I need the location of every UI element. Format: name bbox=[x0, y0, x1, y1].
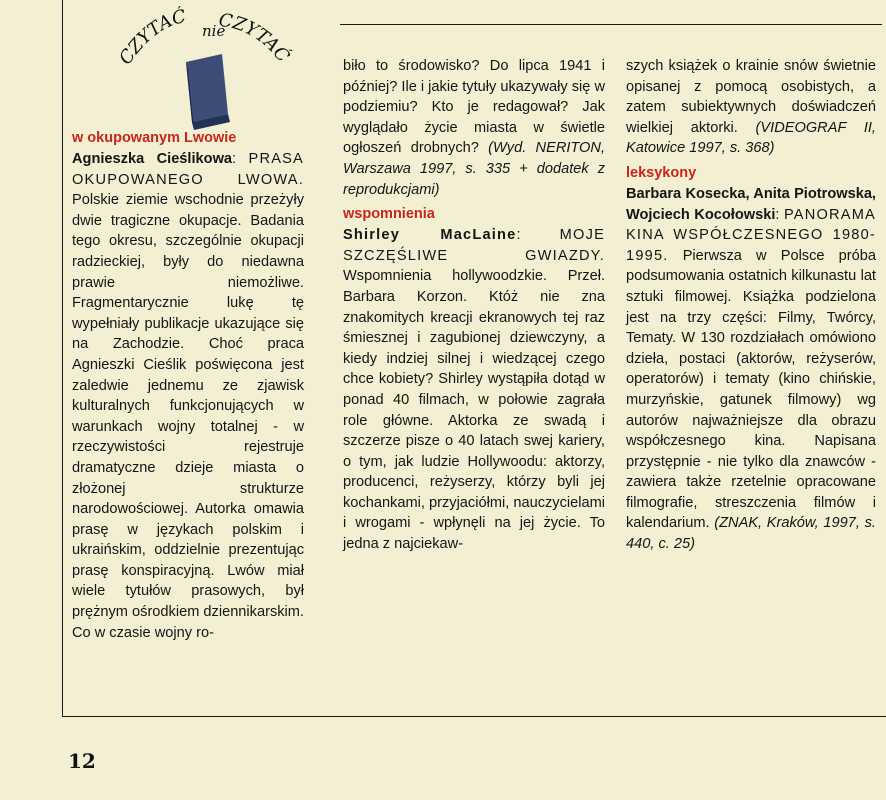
review-body: Polskie ziemie wschodnie przeżyły dwie tragiczne okupacje. Badania tego okresu, szczególnie okupacji radzieckiej, były do niedawna prawie niemożliwe. Fragmentarycznie lukę tę wypełniały publikacje ukazujące się na Zachodzie. Choć praca Agnieszki Cieślik poświęcona jest zaledwie jednemu ze zjawisk kulturalnych funkcjonujących w warunkach wojny totalnej - w rzeczywistości rejestruje dramatyczne dzieje miasta o złożonej strukturze narodowościowej. Autorka omawia prasę w językach polskim i ukraińskim, oddzielnie prezentując prasę konspiracyjną. Lwów miał wiele tytułów prasowych, był prężnym ośrodkiem dziennikarskim. Co w czasie wojny ro- bbox=[72, 192, 304, 641]
review-author: Barbara Kosecka, Anita Piotrowska, Wojciech Kocołowski bbox=[626, 185, 876, 223]
frame-bottom-line bbox=[62, 716, 886, 717]
review-entry: Shirley MacLaine: MOJE SZCZĘŚLIWE GWIAZDY. Wspomnienia hollywoodzkie. Przeł. Barbara Korzon. Któż nie zna znakomitych kreacji ekranowych tej raz śmiesznej i zagubionej dziewczyny, a kiedy indziej silnej i wiedzącej czego chce kobiety? Shirley wystąpiła dotąd w ponad 40 filmach, w połowie zagrała role główne. Aktorka ze swadą i szczerze pisze o 40 latach swej kariery, o tym, jak ludzie Hollywoodu: aktorzy, producenci, reżyserzy, którzy byli jej kochankami, przyjaciółmi, nauczycielami i wrogami - wpłynęli na jej życie. To jedna z najciekaw- bbox=[343, 227, 606, 553]
logo-text-mid: nie bbox=[202, 22, 226, 40]
review-author: Agnieszka Cieślikowa bbox=[72, 151, 233, 167]
category-label: w okupowanym Lwowie bbox=[72, 130, 237, 146]
review-body: Wspomnienia hollywoodzkie. Przeł. Barbara Korzon. Któż nie zna znakomitych kreacji ekranowych tej raz śmiesznej i zagubionej dziewczyny, a kiedy indziej silnej i wiedzącej czego chce kobiety? Shirley wystąpiła dotąd w ponad 40 filmach, w połowie zagrała role główne. Aktorka ze swadą i szczerze pisze o 40 latach swej kariery, o tym, jak ludzie Hollywoodu: aktorzy, producenci, reżyserzy, którzy byli jej kochankami, przyjaciółmi, nauczycielami i wrogami - wpłynęli na jej życie. To jedna z najciekaw- bbox=[343, 268, 605, 553]
publication-info: (Wyd. NERITON, Warszawa 1997, s. 335 + dodatek z reprodukcjami) bbox=[343, 140, 606, 198]
category-label: wspomnienia bbox=[343, 206, 435, 223]
review-body-continued: biło to środowisko? Do lipca 1941 i później? Ile i jakie tytuły ukazywały się w podziemiu? Kto je redagował? Jak wyglądało życie miasta w świetle ogłoszeń drobnych? (Wyd. NERITON, Warszawa 1997, s. 335 + dodatek z reprodukcjami) bbox=[343, 58, 606, 198]
review-title: MOJE SZCZĘŚLIWE GWIAZDY. bbox=[343, 227, 606, 264]
column-2 bbox=[343, 56, 605, 555]
review-entry: Agnieszka Cieślikowa: PRASA OKUPOWANEGO LWOWA. Polskie ziemie wschodnie przeżyły dwie tragiczne okupacje. Badania tego okresu, szczególnie okupacji radzieckiej, były do niedawna prawie niemożliwe. Fragmentarycznie lukę tę wypełniały publikacje ukazujące się na Zachodzie. Choć praca Agnieszki Cieślik poświęcona jest zaledwie jednemu ze zjawisk kulturalnych funkcjonujących w warunkach wojny totalnej - w rzeczywistości rejestruje dramatyczne dzieje miasta o złożonej strukturze narodowościowej. Autorka omawia prasę w językach polskim i ukraińskim, oddzielnie prezentując prasę konspiracyjną. Lwów miał wiele tytułów prasowych, był prężnym ośrodkiem dziennikarskim. Co w czasie wojny ro- bbox=[72, 151, 304, 641]
book-icon bbox=[186, 54, 230, 130]
publication-info: (VIDEOGRAF II, Katowice 1997, s. 368) bbox=[626, 119, 876, 157]
section-logo bbox=[110, 6, 300, 146]
publication-info: (ZNAK, Kraków, 1997, s. 440, c. 25) bbox=[626, 515, 876, 553]
page-number: 12 bbox=[68, 749, 96, 773]
frame-left-line bbox=[62, 0, 63, 716]
logo-text-right: CZYTAĆ bbox=[217, 9, 294, 67]
review-entry: Barbara Kosecka, Anita Piotrowska, Wojciech Kocołowski: PANORAMA KINA WSPÓŁCZESNEGO 1980-1995. Pierwsza w Polsce próba podsumowania ostatnich kilkunastu lat sztuki filmowej. Książka podzielona jest na trzy części: Filmy, Twórcy, Tematy. W 130 rozdziałach omówiono dzieła, postaci (aktorów, reżyserów, operatorów) i tematy (kino chińskie, murzyńskie, gatunek filmowy) wg autorów najważniejsze dla obrazu współczesnego kina. Napisana przystępnie - nie tylko dla znawców - zawiera także rzetelnie opracowane filmografie, streszczenia filmów i kalendarium. (ZNAK, Kraków, 1997, s. 440, c. 25) bbox=[626, 185, 876, 553]
header-rule bbox=[340, 24, 882, 25]
review-body-continued: szych książek o krainie snów świetnie opisanej z pomocą osobistych, a zatem subiektywnych doświadczeń wielkiej aktorki. (VIDEOGRAF II, Katowice 1997, s. 368) bbox=[626, 58, 876, 157]
column-3 bbox=[626, 56, 876, 555]
review-title: PRASA OKUPOWANEGO LWOWA. bbox=[72, 151, 304, 188]
review-title: PANORAMA KINA WSPÓŁCZESNEGO 1980-1995. bbox=[626, 206, 876, 264]
logo-text-left: CZYTAĆ bbox=[115, 6, 189, 69]
review-body: Pierwsza w Polsce próba podsumowania ostatnich kilkunastu lat sztuki filmowej. Książka podzielona jest na trzy części: Filmy, Twórcy, Tematy. W 130 rozdziałach omówiono dzieła, postaci (aktorów, reżyserów, operatorów) i tematy (kino chińskie, murzyńskie, gatunek filmowy) wg autorów najważniejsze dla obrazu współczesnego kina. Napisana przystępnie - nie tylko dla znawców - zawiera także rzetelnie opracowane filmografie, streszczenia filmów i kalendarium. bbox=[626, 247, 876, 532]
column-1 bbox=[72, 128, 304, 643]
review-author: Shirley MacLaine bbox=[343, 227, 517, 244]
category-label: leksykony bbox=[626, 164, 697, 181]
